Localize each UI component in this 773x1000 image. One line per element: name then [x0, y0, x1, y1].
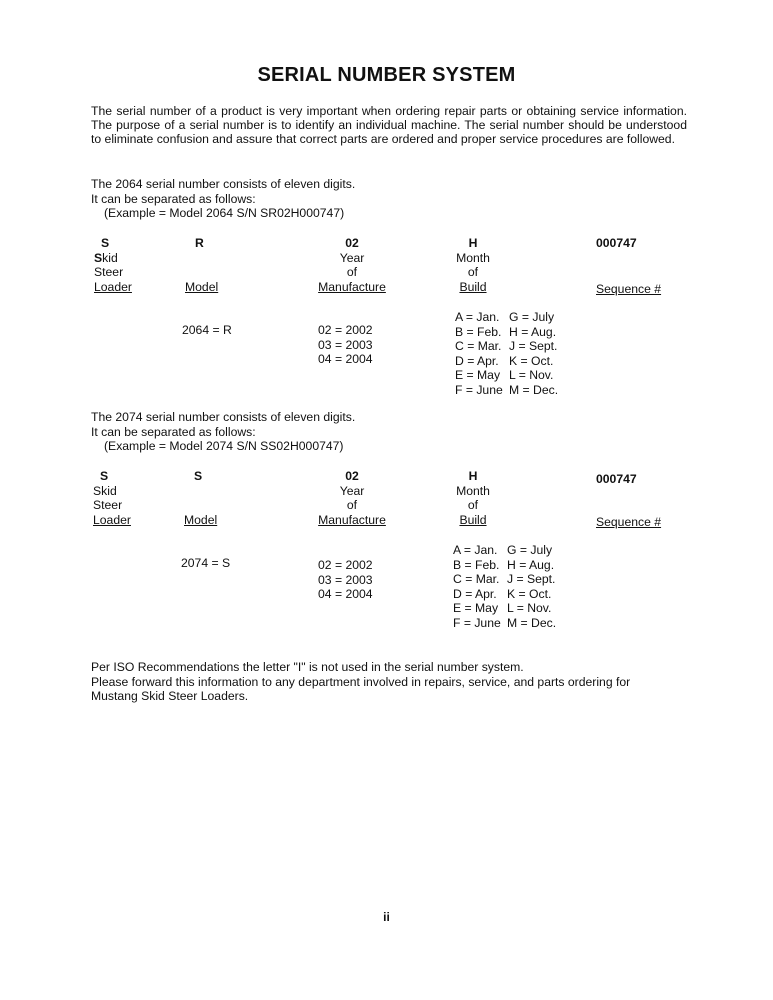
of-label: of	[467, 498, 479, 513]
year-column	[312, 236, 392, 294]
code-sequence: 000747	[596, 236, 637, 250]
month-row: E = May L = Nov.	[455, 368, 554, 383]
code-year: 02	[345, 236, 359, 250]
loader-label: Loader	[94, 279, 132, 294]
year-value: 02 = 2002	[318, 323, 373, 337]
sequence-column	[596, 236, 661, 296]
model-column	[184, 469, 217, 527]
section-2064-intro	[91, 177, 355, 221]
month-label: Month	[456, 250, 490, 265]
year-label: Year	[339, 483, 365, 498]
of-label: of	[346, 498, 358, 513]
intro-paragraph: The serial number of a product is very important when ordering repair parts or obtaining service information. The purpose of a serial number is to identify an individual machine. The serial number should be understood to eliminate confusion and assure that correct parts are ordered and proper service procedures are followed.	[91, 104, 687, 146]
code-year: 02	[345, 469, 359, 483]
manufacture-label: Manufacture	[318, 279, 386, 294]
example-line: (Example = Model 2074 S/N SS02H000747)	[104, 439, 344, 453]
page-title: SERIAL NUMBER SYSTEM	[257, 64, 516, 86]
code-s: S	[100, 469, 109, 483]
skid-initial: S	[94, 250, 103, 265]
model-value: 2064 = R	[182, 323, 232, 337]
steer-label: Steer	[93, 498, 123, 513]
code-month: H	[468, 469, 478, 483]
model-values	[182, 323, 232, 338]
sequence-label: Sequence #	[596, 281, 662, 296]
build-label: Build	[459, 512, 487, 527]
sequence-column	[596, 472, 661, 529]
intro-line: The 2064 serial number consists of eleven digits.	[91, 177, 356, 191]
month-row: F = June M = Dec.	[455, 382, 559, 397]
month-row: D = Apr. K = Oct.	[453, 586, 552, 601]
year-value: 04 = 2004	[318, 352, 373, 367]
month-row: B = Feb. H = Aug.	[455, 324, 557, 339]
month-row: B = Feb. H = Aug.	[453, 557, 555, 572]
year-value: 03 = 2003	[318, 572, 373, 587]
year-values	[318, 323, 373, 367]
month-row: A = Jan. G = July	[455, 310, 555, 324]
skid-rest: kid	[101, 483, 117, 498]
month-column	[452, 469, 494, 527]
year-column	[312, 469, 392, 527]
note-line: Per ISO Recommendations the letter "I" is not used in the serial number system.	[91, 660, 524, 674]
model-label: Model	[184, 512, 218, 527]
year-values	[318, 558, 373, 602]
month-values	[453, 543, 556, 631]
sequence-label: Sequence #	[596, 514, 662, 529]
month-values	[455, 310, 558, 398]
skid-label	[94, 251, 132, 266]
year-value: 02 = 2002	[318, 558, 373, 572]
intro-line: The 2074 serial number consists of eleven digits.	[91, 410, 356, 424]
code-month: H	[468, 236, 478, 250]
build-label: Build	[459, 279, 487, 294]
of-label: of	[346, 265, 358, 280]
month-row: F = June M = Dec.	[453, 615, 557, 630]
skid-steer-loader-column	[93, 469, 131, 527]
month-row: C = Mar. J = Sept.	[453, 572, 556, 587]
year-label: Year	[339, 250, 365, 265]
skid-label	[93, 484, 131, 499]
month-column	[452, 236, 494, 294]
skid-steer-loader-column	[94, 236, 132, 294]
note-line: Please forward this information to any department involved in repairs, service, and parts ordering for	[91, 674, 631, 689]
code-s: S	[101, 236, 110, 250]
year-value: 03 = 2003	[318, 337, 373, 352]
month-row: A = Jan. G = July	[453, 543, 553, 557]
section-2074-intro	[91, 410, 355, 454]
skid-initial: S	[93, 483, 102, 498]
code-model: S	[194, 469, 203, 483]
month-row: D = Apr. K = Oct.	[455, 353, 554, 368]
intro-line: It can be separated as follows:	[91, 424, 256, 439]
month-row: C = Mar. J = Sept.	[455, 339, 558, 354]
of-label: of	[467, 265, 479, 280]
year-value: 04 = 2004	[318, 587, 373, 602]
model-value: 2074 = S	[181, 556, 231, 570]
example-line: (Example = Model 2064 S/N SR02H000747)	[104, 206, 345, 220]
note-line: Mustang Skid Steer Loaders.	[91, 689, 249, 703]
steer-label: Steer	[94, 265, 124, 280]
intro-line: It can be separated as follows:	[91, 191, 256, 206]
month-row: E = May L = Nov.	[453, 601, 552, 616]
model-label: Model	[185, 279, 219, 294]
skid-rest: kid	[102, 250, 118, 265]
code-model: R	[195, 236, 204, 250]
loader-label: Loader	[93, 512, 131, 527]
month-label: Month	[456, 483, 490, 498]
manufacture-label: Manufacture	[318, 512, 386, 527]
code-sequence: 000747	[596, 472, 637, 486]
footer-notes	[91, 660, 630, 704]
page-number: ii	[383, 910, 390, 924]
model-column	[185, 236, 218, 294]
model-values	[181, 556, 230, 571]
